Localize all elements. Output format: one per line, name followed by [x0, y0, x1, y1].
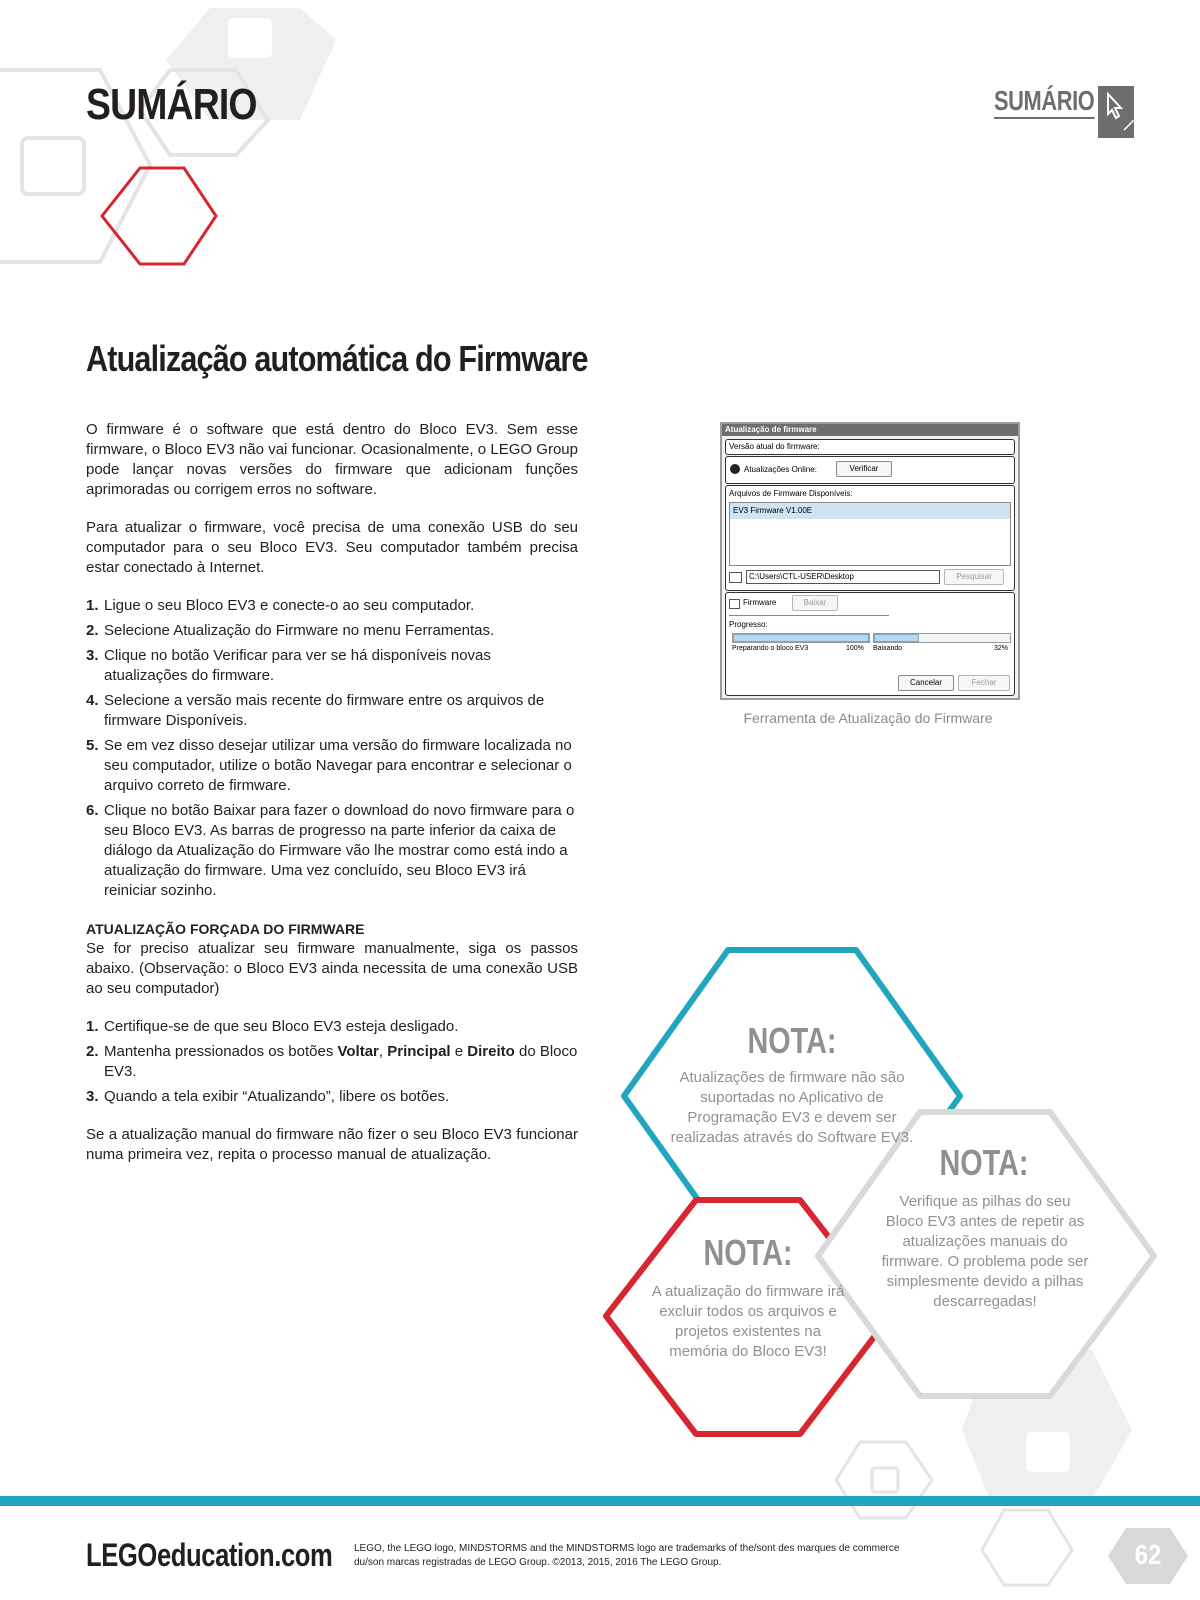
step-text: Clique no botão Baixar para fazer o download do novo firmware para o seu Bloco EV3. As barras de progresso na parte inferior da caixa de diálogo da Atualização do Firmware vão lhe mostrar como está indo a atualização do firmware. Uma vez concluído, seu Bloco EV3 irá reiniciar sozinho. [104, 802, 575, 899]
intro-paragraph: Para atualizar o firmware, você precisa de uma conexão USB do seu computador para o seu Bloco EV3. Seu computador também precisa estar conectado à Internet. [86, 519, 578, 576]
preparing-label: Preparando o bloco EV3 [732, 645, 809, 652]
button-name-principal: Principal [387, 1043, 451, 1060]
close-button[interactable]: Fechar [958, 675, 1010, 691]
step-text: Ligue o seu Bloco EV3 e conecte-o ao seu computador. [104, 597, 475, 614]
intro-paragraph: O firmware é o software que está dentro do Bloco EV3. Sem esse firmware, o Bloco EV3 não vai funcionar. Ocasionalmente, o LEGO Group pode lançar novas versões do firmware que adicionam funções aprimoradas ou corrigem erros no software. [86, 421, 578, 498]
step-number: 5. [86, 737, 99, 754]
note-heading: NOTA: [747, 1020, 837, 1061]
step-number: 3. [86, 1088, 99, 1105]
note-text: A atualização do firmware irá excluir todos os arquivos e projetos existentes na memória do Bloco EV3! [651, 1283, 845, 1360]
step-text: Quando a tela exibir “Atualizando”, libere os botões. [104, 1088, 450, 1105]
step-number: 1. [86, 597, 99, 614]
downloading-label: Baixando [873, 645, 903, 652]
step-number: 4. [86, 692, 99, 709]
download-button[interactable]: Baixar [792, 595, 838, 611]
step-text: Se em vez disso desejar utilizar uma versão do firmware localizada no seu computador, utilize o botão Navegar para encontrar e selecionar o arquivo correto de firmware. [104, 737, 572, 794]
verify-button[interactable]: Verificar [836, 461, 892, 477]
sumario-link-label: SUMÁRIO [994, 86, 1094, 119]
dialog-caption: Ferramenta de Atualização do Firmware [743, 710, 993, 726]
step-text-part: , [378, 1043, 388, 1060]
firmware-label: Firmware [743, 598, 777, 607]
step-number: 1. [86, 1018, 99, 1035]
step-number: 2. [86, 622, 99, 639]
current-version-label: Versão atual do firmware: [729, 442, 820, 451]
step-number: 2. [86, 1043, 99, 1060]
cancel-button[interactable]: Cancelar [898, 675, 954, 691]
note-text: Atualizações de firmware não são suportadas no Aplicativo de Programação EV3 e devem ser realizadas através do Software EV3. [670, 1069, 914, 1146]
footer-bar [0, 1496, 1200, 1506]
step-text: Selecione Atualização do Firmware no menu Ferramentas. [104, 622, 495, 639]
available-files-label: Arquivos de Firmware Disponíveis: [729, 489, 853, 498]
note-heading: NOTA: [703, 1232, 793, 1273]
step-number: 6. [86, 802, 99, 819]
path-input[interactable]: C:\Users\CTL-USER\Desktop [746, 570, 940, 584]
button-name-voltar: Voltar [337, 1043, 379, 1060]
step-text: Clique no botão Verificar para ver se há disponíveis novas atualizações do firmware. [104, 647, 491, 684]
preparing-percent: 100% [846, 645, 864, 652]
step-text-part: Mantenha pressionados os botões [104, 1043, 338, 1060]
step-number: 3. [86, 647, 99, 664]
step-text: Certifique-se de que seu Bloco EV3 esteja desligado. [104, 1018, 459, 1035]
note-heading: NOTA: [939, 1142, 1029, 1183]
downloading-percent: 32% [994, 645, 1009, 652]
forced-update-intro: Se for preciso atualizar seu firmware manualmente, siga os passos abaixo. (Observação: o Bloco EV3 ainda necessita de uma conexão USB ao seu computador) [86, 940, 578, 997]
progress-label: Progresso: [729, 620, 768, 629]
forced-update-heading: ATUALIZAÇÃO FORÇADA DO FIRMWARE [86, 921, 365, 937]
button-name-direito: Direito [467, 1043, 515, 1060]
section-title: Atualização automática do Firmware [86, 338, 588, 379]
dialog-title: Atualização de firmware [722, 424, 1018, 436]
note-text: Verifique as pilhas do seu Bloco EV3 antes de repetir as atualizações manuais do firmware. O problema pode ser simplesmente devido a pilhas descarregadas! [881, 1193, 1089, 1310]
footer-site-link[interactable]: LEGOeducation.com [86, 1537, 333, 1573]
page-title: SUMÁRIO [86, 80, 257, 129]
list-item[interactable]: EV3 Firmware V1.00E [730, 503, 1010, 519]
step-text: Selecione a versão mais recente do firmware entre os arquivos de firmware Disponíveis. [104, 692, 545, 729]
page-number: 62 [1134, 1539, 1162, 1570]
step-text-part: do Bloco EV3. [104, 1043, 578, 1080]
search-button[interactable]: Pesquisar [944, 569, 1004, 585]
footer-legal-text: LEGO, the LEGO logo, MINDSTORMS and the MINDSTORMS logo are trademarks of the/sont des marques de commerce du/son marcas registradas de LEGO Group. ©2013, 2015, 2016 The LEGO Group. [354, 1543, 900, 1568]
step-text-part: e [450, 1043, 468, 1060]
online-updates-label: Atualizações Online: [744, 465, 817, 474]
closing-paragraph: Se a atualização manual do firmware não fizer o seu Bloco EV3 funcionar numa primeira vez, repita o processo manual de atualização. [86, 1126, 578, 1163]
